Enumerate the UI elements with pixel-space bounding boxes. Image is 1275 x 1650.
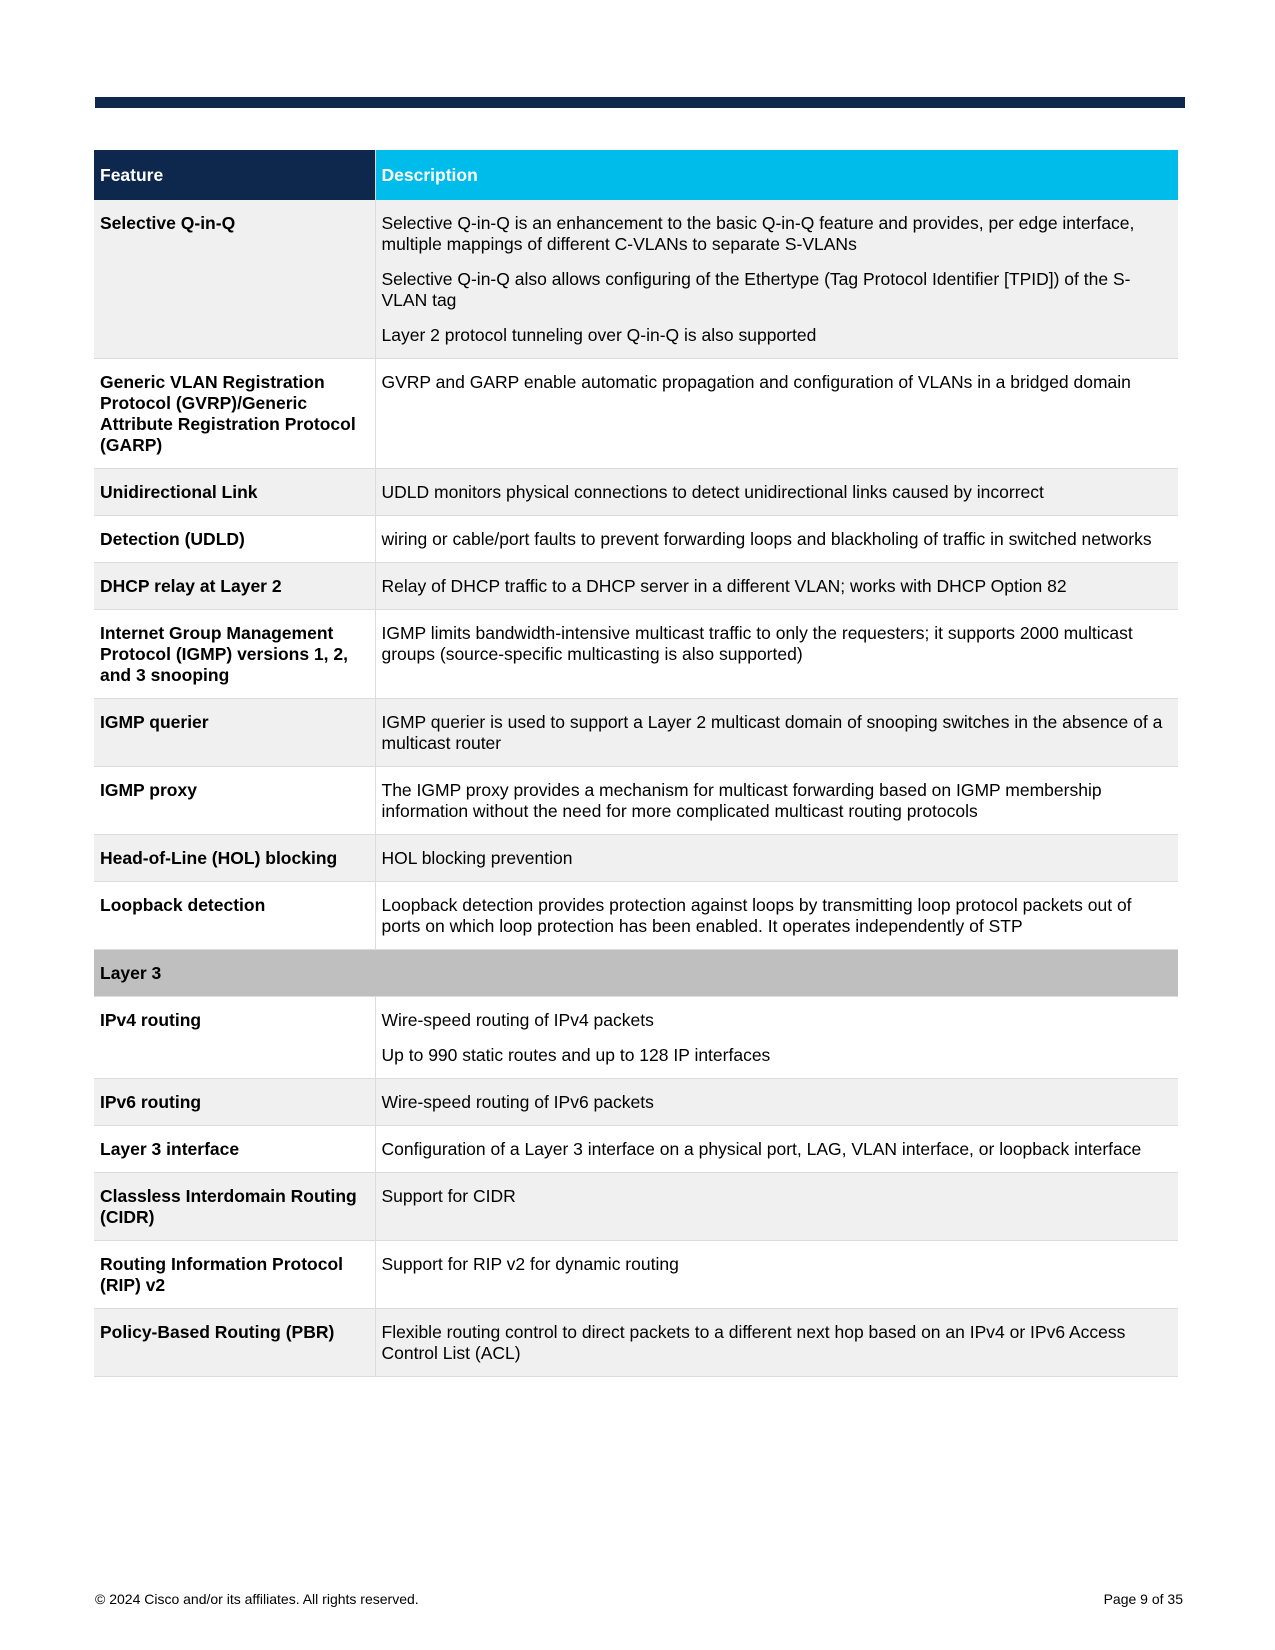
description-cell xyxy=(375,563,1178,610)
description-cell xyxy=(375,516,1178,563)
description-text: The IGMP proxy provides a mechanism for multicast forwarding based on IGMP membership information without the need for more complicated multicast routing protocols xyxy=(381,780,1102,821)
description-cell xyxy=(375,1309,1178,1377)
table-row xyxy=(94,767,1178,835)
table-row xyxy=(94,359,1178,469)
description-cell xyxy=(375,767,1178,835)
feature-cell: Loopback detection xyxy=(94,882,375,950)
description-text: IGMP querier is used to support a Layer 2 multicast domain of snooping switches in the absence of a multicast router xyxy=(381,712,1163,753)
description-cell xyxy=(375,1126,1178,1173)
table-row xyxy=(94,516,1178,563)
description-cell xyxy=(375,610,1178,699)
section-title: Layer 3 xyxy=(94,950,1178,997)
description-text: Configuration of a Layer 3 interface on a physical port, LAG, VLAN interface, or loopback interface xyxy=(381,1139,1142,1159)
feature-cell: Internet Group Management Protocol (IGMP) versions 1, 2, and 3 snooping xyxy=(94,610,375,699)
description-text: Selective Q-in-Q also allows configuring of the Ethertype (Tag Protocol Identifier [TPID]) of the S-VLAN tag xyxy=(381,269,1131,310)
feature-cell: Head-of-Line (HOL) blocking xyxy=(94,835,375,882)
table-row xyxy=(94,1173,1178,1241)
table-row xyxy=(94,610,1178,699)
description-text: Wire-speed routing of IPv4 packets xyxy=(381,1010,654,1030)
description-cell xyxy=(375,200,1178,359)
description-cell xyxy=(375,1173,1178,1241)
description-text: Wire-speed routing of IPv6 packets xyxy=(381,1092,654,1112)
feature-cell: Classless Interdomain Routing (CIDR) xyxy=(94,1173,375,1241)
description-text: Layer 2 protocol tunneling over Q-in-Q is also supported xyxy=(381,325,817,345)
table-row xyxy=(94,1309,1178,1377)
footer-copyright: © 2024 Cisco and/or its affiliates. All rights reserved. xyxy=(95,1591,419,1607)
description-text: UDLD monitors physical connections to detect unidirectional links caused by incorrect xyxy=(381,482,1044,502)
table-row xyxy=(94,200,1178,359)
header-rule xyxy=(95,97,1185,108)
feature-cell: Detection (UDLD) xyxy=(94,516,375,563)
description-text: Loopback detection provides protection against loops by transmitting loop protocol packets out of ports on which loop protection has been enabled. It operates independently of STP xyxy=(381,895,1132,936)
table-row xyxy=(94,469,1178,516)
description-cell xyxy=(375,359,1178,469)
section-row-layer-3 xyxy=(94,950,1178,997)
description-cell xyxy=(375,699,1178,767)
description-cell xyxy=(375,469,1178,516)
feature-cell: IPv6 routing xyxy=(94,1079,375,1126)
table-row xyxy=(94,1241,1178,1309)
feature-cell: Routing Information Protocol (RIP) v2 xyxy=(94,1241,375,1309)
table-row xyxy=(94,882,1178,950)
description-text: IGMP limits bandwidth-intensive multicast traffic to only the requesters; it supports 2000 multicast groups (source-specific multicasting is also supported) xyxy=(381,623,1133,664)
description-text: Flexible routing control to direct packets to a different next hop based on an IPv4 or IPv6 Access Control List (ACL) xyxy=(381,1322,1126,1363)
description-text: Relay of DHCP traffic to a DHCP server in a different VLAN; works with DHCP Option 82 xyxy=(381,576,1067,596)
description-cell xyxy=(375,1241,1178,1309)
table-row xyxy=(94,1126,1178,1173)
table-row xyxy=(94,563,1178,610)
feature-table xyxy=(94,150,1178,1377)
description-column-header: Description xyxy=(375,150,1178,200)
description-cell xyxy=(375,835,1178,882)
description-text: Support for CIDR xyxy=(381,1186,516,1206)
table-row xyxy=(94,835,1178,882)
feature-cell: IGMP querier xyxy=(94,699,375,767)
feature-cell: Layer 3 interface xyxy=(94,1126,375,1173)
description-text: Selective Q-in-Q is an enhancement to the basic Q-in-Q feature and provides, per edge interface, multiple mappings of different C-VLANs to separate S-VLANs xyxy=(381,213,1135,254)
feature-cell: Unidirectional Link xyxy=(94,469,375,516)
description-text: Support for RIP v2 for dynamic routing xyxy=(381,1254,679,1274)
feature-cell: Policy-Based Routing (PBR) xyxy=(94,1309,375,1377)
feature-cell: DHCP relay at Layer 2 xyxy=(94,563,375,610)
table-row xyxy=(94,997,1178,1079)
description-text: Up to 990 static routes and up to 128 IP interfaces xyxy=(381,1045,771,1065)
table-header-row xyxy=(94,150,1178,200)
description-text: HOL blocking prevention xyxy=(381,848,573,868)
table-row xyxy=(94,699,1178,767)
description-cell xyxy=(375,997,1178,1079)
feature-cell: IGMP proxy xyxy=(94,767,375,835)
footer-page-number: Page 9 of 35 xyxy=(1103,1591,1183,1607)
description-text: wiring or cable/port faults to prevent forwarding loops and blackholing of traffic in switched networks xyxy=(381,529,1152,549)
feature-cell: IPv4 routing xyxy=(94,997,375,1079)
description-text: GVRP and GARP enable automatic propagation and configuration of VLANs in a bridged domain xyxy=(381,372,1131,392)
feature-column-header: Feature xyxy=(94,150,375,200)
feature-cell: Generic VLAN Registration Protocol (GVRP)/Generic Attribute Registration Protocol (GARP) xyxy=(94,359,375,469)
description-cell xyxy=(375,882,1178,950)
description-cell xyxy=(375,1079,1178,1126)
table-row xyxy=(94,1079,1178,1126)
feature-cell: Selective Q-in-Q xyxy=(94,200,375,359)
